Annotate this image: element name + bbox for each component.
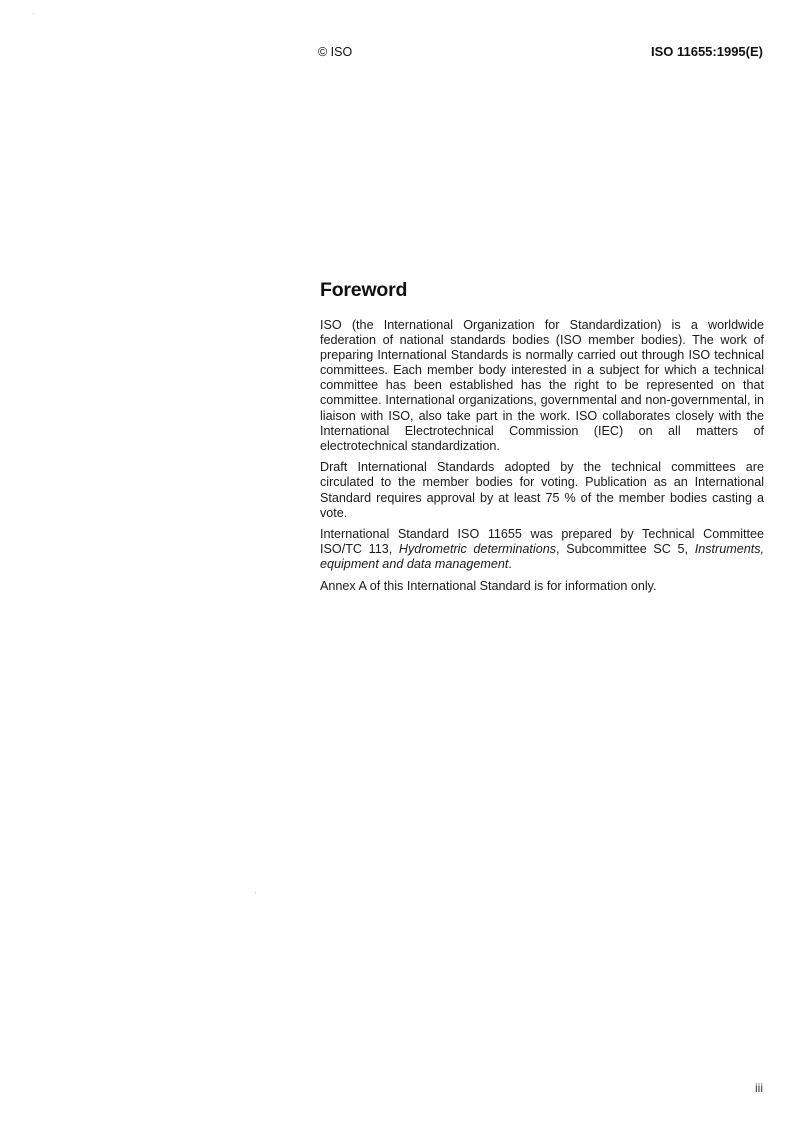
page-number: iii xyxy=(755,1081,763,1095)
prepared-by-end: . xyxy=(508,557,512,572)
prepared-by-lead: International Standard ISO 11655 was prepared by Technical Committee ISO/TC 113, xyxy=(320,527,764,557)
scan-speck xyxy=(255,892,256,893)
paragraph-iso-intro: ISO (the International Organization for Standardization) is a worldwide federation of national standards bodies (ISO member bodies). The work of preparing International Standards is normally carried out through ISO technical committees. Each member body interested in a subject for which a technical committee has been established has the right to be represented on that committee. International organizations, governmental and non-governmental, in liaison with ISO, also take part in the work. ISO collaborates closely with the International Electrotechnical Commission (IEC) on all matters of electrotechnical standardization. xyxy=(320,318,764,453)
scan-speck xyxy=(33,13,34,14)
section-title: Foreword xyxy=(320,279,408,301)
foreword-body xyxy=(320,318,764,601)
subcommittee-title: Instruments, equipment and data management xyxy=(320,542,764,572)
committee-title: Hydrometric determinations xyxy=(398,542,557,557)
prepared-by-middle: , Subcommittee SC 5, xyxy=(556,542,695,557)
paragraph-annex-note: Annex A of this International Standard is for information only. xyxy=(320,579,657,593)
document-id: ISO 11655:1995(E) xyxy=(650,44,763,59)
paragraph-prepared-by xyxy=(320,527,764,572)
paragraph-draft-standards: Draft International Standards adopted by the technical committees are circulated to the member bodies for voting. Publication as an International Standard requires approval by at least 75 % of the member bodies casting a vote. xyxy=(320,460,764,520)
copyright-notice: © ISO xyxy=(318,45,353,59)
